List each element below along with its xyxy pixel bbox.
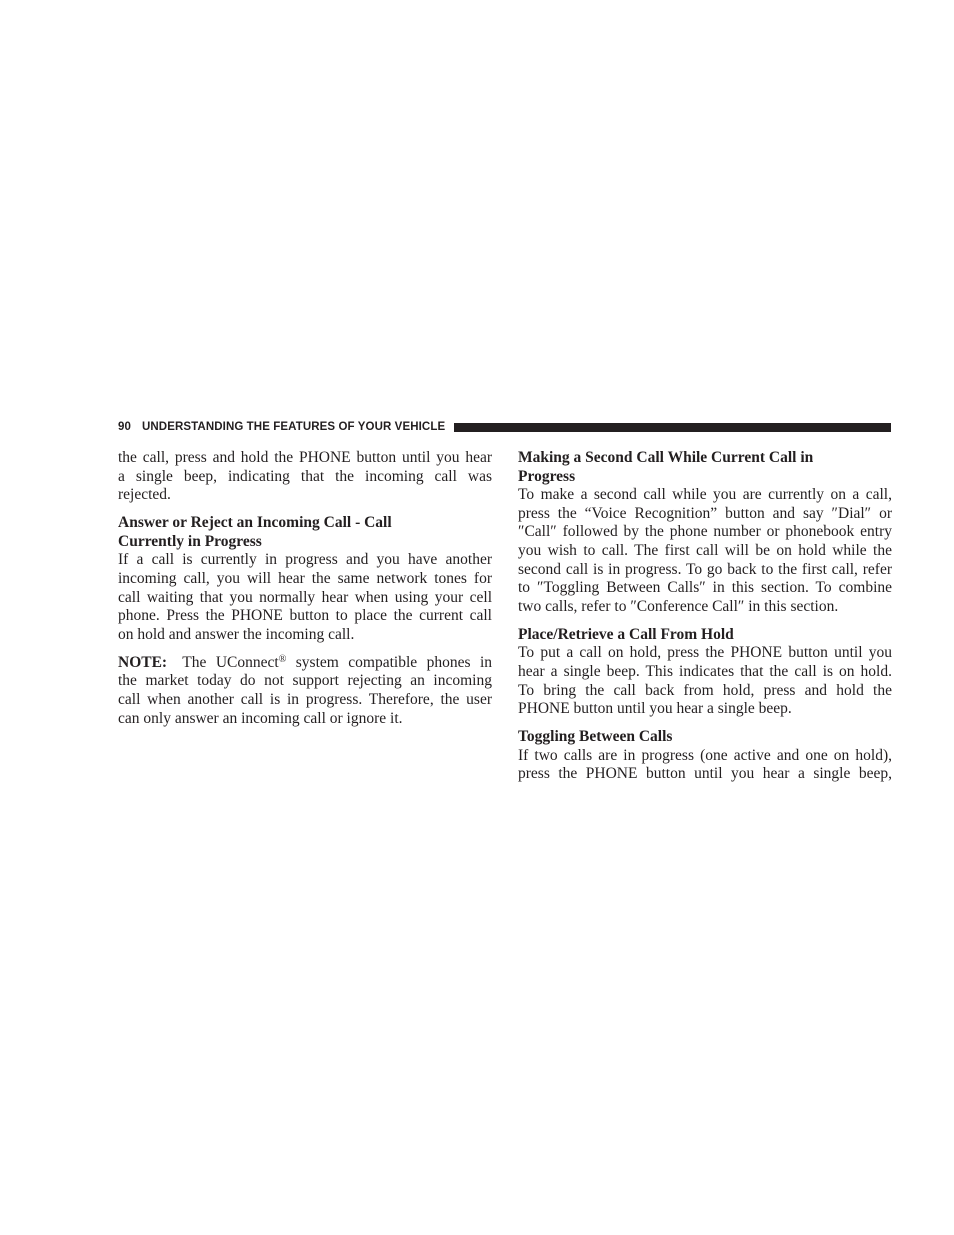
heading-line: Progress xyxy=(518,467,576,485)
paragraph-line: To bring the call back from hold, press and hold the xyxy=(518,681,892,699)
section-answer-reject xyxy=(118,514,492,644)
page-number: 90 xyxy=(118,421,131,433)
paragraph-line: to ″Toggling Between Calls″ in this section. To combine xyxy=(518,579,892,597)
registered-mark: ® xyxy=(278,653,287,665)
paragraph-line: rejected. xyxy=(118,486,171,504)
paragraph-line: the call, press and hold the PHONE button until you hear xyxy=(118,449,492,466)
heading-line: Answer or Reject an Incoming Call - Call xyxy=(118,514,392,532)
paragraph-line: To make a second call while you are currently on a call, xyxy=(518,486,892,504)
section-second-call xyxy=(518,449,892,616)
note-text-after: system compatible phones in xyxy=(295,653,492,671)
heading-line: Toggling Between Calls xyxy=(518,728,673,746)
note-block xyxy=(118,654,492,728)
section-heading xyxy=(518,449,892,486)
section-body xyxy=(518,747,892,784)
section-heading xyxy=(518,728,892,747)
note-label: NOTE: xyxy=(118,653,168,671)
running-header-title: UNDERSTANDING THE FEATURES OF YOUR VEHICLE xyxy=(142,421,446,433)
continued-paragraph xyxy=(118,449,492,505)
section-body xyxy=(518,644,892,718)
note-text-before: The UConnect xyxy=(182,653,279,671)
heading-line: Making a Second Call While Current Call in xyxy=(518,449,814,466)
heading-line: Currently in Progress xyxy=(118,532,262,550)
paragraph-line: the market today do not support rejecting an incoming xyxy=(118,672,492,690)
paragraph-line: incoming call, you will hear the same network tones for xyxy=(118,569,492,587)
section-heading xyxy=(118,514,492,551)
section-toggle xyxy=(518,728,892,784)
paragraph-line: press the “Voice Recognition” button and say ″Dial″ or xyxy=(518,504,892,522)
paragraph-line: on hold and answer the incoming call. xyxy=(118,625,355,643)
paragraph-line: ″Call″ followed by the phone number or phonebook entry xyxy=(518,523,892,541)
paragraph-line: you wish to call. The first call will be on hold while the xyxy=(518,541,892,559)
paragraph-line: call when another call is in progress. Therefore, the user xyxy=(118,690,492,708)
paragraph-line: can only answer an incoming call or ignore it. xyxy=(118,709,403,727)
paragraph-line: If a call is currently in progress and you have another xyxy=(118,551,492,569)
section-heading xyxy=(518,626,892,645)
paragraph-line: press the PHONE button until you hear a single beep, xyxy=(518,765,892,783)
section-body xyxy=(118,551,492,644)
running-header xyxy=(118,420,891,434)
paragraph-line: a single beep, indicating that the incoming call was xyxy=(118,467,492,485)
paragraph-line: If two calls are in progress (one active and one on hold), xyxy=(518,746,892,764)
header-rule-bar xyxy=(454,423,891,432)
note-first-line xyxy=(118,654,492,673)
paragraph-line: To put a call on hold, press the PHONE button until you xyxy=(518,644,892,662)
section-body xyxy=(518,486,892,616)
paragraph-line: PHONE button until you hear a single beep. xyxy=(518,700,792,718)
paragraph-line: second call is in progress. To go back to the first call, refer xyxy=(518,560,892,578)
paragraph-line: call waiting that you normally hear when using your cell xyxy=(118,588,492,606)
paragraph-line: phone. Press the PHONE button to place the current call xyxy=(118,607,492,625)
right-column xyxy=(518,449,892,784)
section-hold xyxy=(518,626,892,719)
paragraph-line: hear a single beep. This indicates that the call is on hold. xyxy=(518,662,892,680)
left-column xyxy=(118,449,492,728)
paragraph-line: two calls, refer to ″Conference Call″ in this section. xyxy=(518,597,839,615)
heading-line: Place/Retrieve a Call From Hold xyxy=(518,625,734,643)
